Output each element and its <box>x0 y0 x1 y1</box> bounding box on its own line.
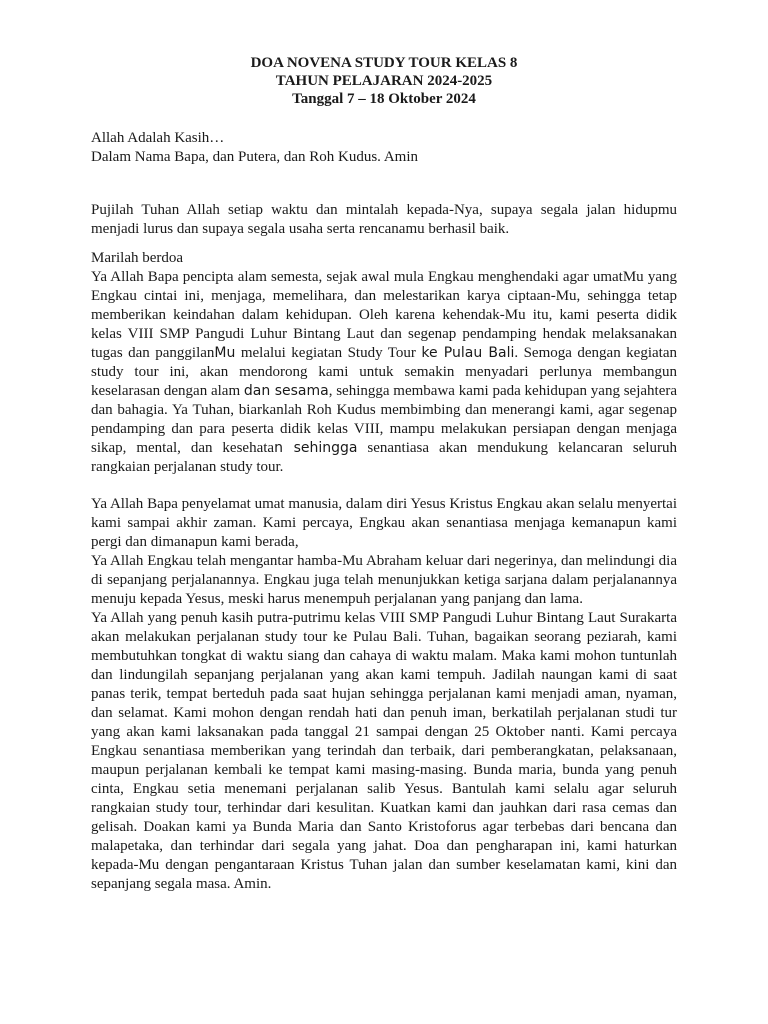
intro-line-1: Allah Adalah Kasih… <box>91 130 225 146</box>
p1-part-e: . Semoga dengan kegiatan study tour ini, akan mendorong kami untuk semakin menyadari perlunya membangun keselarasan dengan alam <box>91 345 677 399</box>
p1-part-d: ke Pulau Bali <box>421 345 515 361</box>
title-line-3: Tanggal 7 – 18 Oktober 2024 <box>292 91 476 107</box>
p1-part-i: senantiasa akan mendukung kelancaran seluruh rangkaian perjalanan study tour. <box>91 440 678 475</box>
p1-part-c: melalui kegiatan Study Tour <box>235 345 422 361</box>
prayer-paragraph-3: Ya Allah Engkau telah mengantar hamba-Mu Abraham keluar dari negerinya, dan melindungi dia di sepanjang perjalanannya. Engkau juga telah menunjukkan ketiga sarjana dalam perjalanannya menuju kepada Yesus, meski harus menempuh perjalanan yang panjang dan lama. <box>91 553 677 607</box>
prayer-paragraph-1 <box>91 268 677 477</box>
p1-part-g: , sehingga membawa kami pada kehidupan yang sejahtera dan bahagia. Ya Tuhan, biarkanlah Roh Kudus membimbing dan menerangi kami, agar segenap pendamping dan para peserta didik kelas VIII, mampu melakukan persiapan dengan menjaga sikap, mental, dan kesehata <box>91 383 678 456</box>
title-line-2: TAHUN PELAJARAN 2024-2025 <box>275 73 493 89</box>
praise-paragraph: Pujilah Tuhan Allah setiap waktu dan mintalah kepada-Nya, supaya segala jalan hidupmu menjadi lurus dan supaya segala usaha serta rencanamu berhasil baik. <box>91 202 677 237</box>
p1-part-h: n sehingga <box>274 440 358 456</box>
prayer-intro: Marilah berdoa <box>91 250 184 266</box>
title-line-1: DOA NOVENA STUDY TOUR KELAS 8 <box>250 55 518 71</box>
document-title <box>91 54 677 108</box>
p1-part-f: dan sesama <box>243 383 329 399</box>
prayer-paragraph-2: Ya Allah Bapa penyelamat umat manusia, dalam diri Yesus Kristus Engkau akan selalu menyertai kami sampai akhir zaman. Kami percaya, Engkau akan senantiasa menjaga kemanapun kami pergi dan dimanapun kami berada, <box>91 496 677 550</box>
prayer-paragraph-4: Ya Allah yang penuh kasih putra-putrimu kelas VIII SMP Pangudi Luhur Bintang Laut Surakarta akan melakukan perjalanan study tour ke Pulau Bali. Tuhan, bagaikan seorang peziarah, kami membutuhkan tongkat di waktu siang dan cahaya di waktu malam. Maka kami mohon tuntunlah dan lindungilah sepanjang perjalanan yang akan kami tempuh. Jadilah naungan kami di saat panas terik, tempat berteduh pada saat hujan sehingga perjalanan kami menjadi aman, nyaman, dan selamat. Kami mohon dengan rendah hati dan penuh iman, berkatilah perjalanan studi tur yang akan kami laksanakan pada tanggal 21 sampai dengan 25 Oktober nanti. Kami percaya Engkau senantiasa memberikan yang terindah dan terbaik, dari pemberangkatan, pelaksanaan, maupun perjalanan kembali ke tempat kami masing-masing. Bunda maria, bunda yang penuh cinta, Engkau setia menemani perjalanan salib Yesus. Bantulah kami selalu agar seluruh rangkaian study tour, terhindar dari kesulitan. Kuatkan kami dan jauhkan dari rasa cemas dan gelisah. Doakan kami ya Bunda Maria dan Santo Kristoforus agar terbebas dari bencana dan malapetaka, dan terhindar dari segala yang jahat. Doa dan pengharapan ini, kami haturkan kepada-Mu dengan pengantaraan Kristus Tuhan jalan dan sumber keselamatan kami, kini dan sepanjang segala masa. Amin. <box>91 610 677 892</box>
intro-block <box>91 129 677 167</box>
intro-line-2: Dalam Nama Bapa, dan Putera, dan Roh Kudus. Amin <box>91 149 419 165</box>
p1-part-b: Mu <box>214 345 236 361</box>
p1-part-a: Ya Allah Bapa pencipta alam semesta, sejak awal mula Engkau menghendaki agar umatMu yang Engkau cintai ini, menjaga, memelihara, dan melestarikan karya ciptaan-Mu, sehingga tetap memberikan keindahan dalam kehidupan. Oleh karena kehendak-Mu itu, kami peserta didik kelas VIII SMP Pangudi Luhur Bintang Laut dan segenap pendamping hendak melaksanakan tugas dan panggilan <box>91 269 677 361</box>
